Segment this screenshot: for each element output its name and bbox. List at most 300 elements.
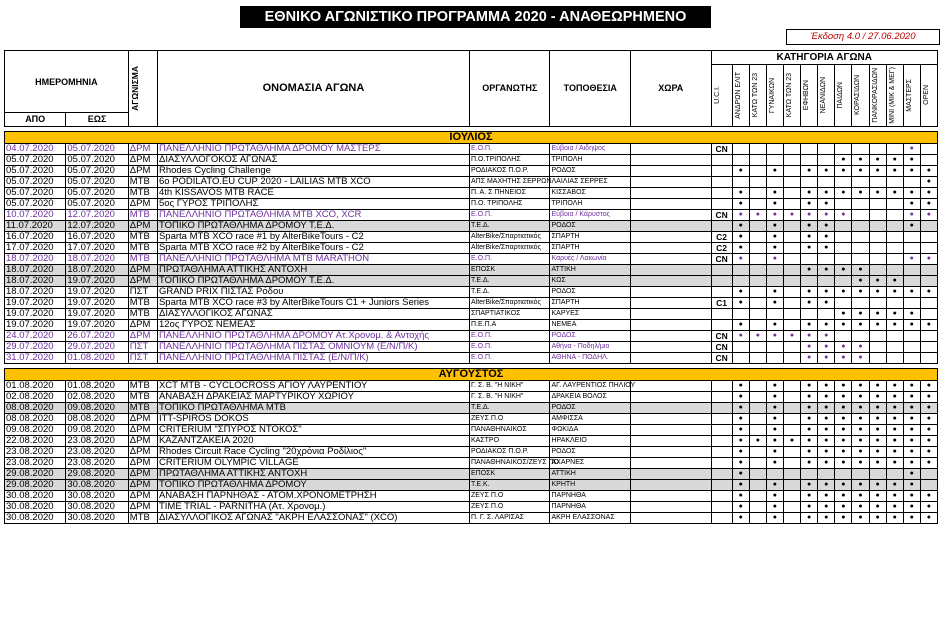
date-to: 05.07.2020: [66, 198, 128, 209]
race-name: 12ος ΓΥΡΟΣ ΝΕΜΕΑΣ: [157, 319, 469, 330]
category-dot-icon: ●: [852, 501, 869, 512]
location: ΑΜΦΙΣΣΑ: [550, 413, 631, 424]
category-dot-icon: ●: [766, 198, 783, 209]
race-row[interactable]: [5, 380, 938, 391]
category-col-label: ΜΙΝΙ (ΜΙΚ & ΜΕΓ): [888, 67, 896, 124]
category-dot-icon: ●: [852, 424, 869, 435]
category-dot-icon: ●: [818, 319, 835, 330]
country: [631, 435, 712, 446]
category-dot-icon: ●: [801, 341, 818, 352]
country: [631, 143, 712, 154]
category-dot-icon: ●: [835, 380, 852, 391]
date-to: 05.07.2020: [66, 187, 128, 198]
category-dot-icon: ●: [732, 512, 749, 523]
location: ΠΑΡΝΗΘΑ: [550, 501, 631, 512]
category-dot-icon: ●: [903, 501, 920, 512]
location: ΑΤΤΙΚΗ: [550, 468, 631, 479]
category-dot-icon: ●: [732, 468, 749, 479]
date-from: 29.08.2020: [5, 479, 66, 490]
category-empty: [903, 275, 920, 286]
category-dot-icon: ●: [886, 501, 903, 512]
category-dot-icon: ●: [783, 330, 800, 341]
category-dot-icon: ●: [801, 198, 818, 209]
category-dot-icon: ●: [903, 490, 920, 501]
date-from: 10.07.2020: [5, 209, 66, 220]
date-to: 30.08.2020: [66, 479, 128, 490]
category-col-label: ΕΦΗΒΩΝ: [803, 80, 811, 111]
race-row[interactable]: [5, 319, 938, 330]
country: [631, 253, 712, 264]
discipline: ΜΤΒ: [128, 512, 157, 523]
category-empty: [886, 198, 903, 209]
category-empty: [749, 457, 766, 468]
race-row[interactable]: [5, 413, 938, 424]
race-row[interactable]: [5, 501, 938, 512]
uci-class: C1: [711, 297, 732, 308]
category-empty: [869, 198, 886, 209]
category-empty: [749, 501, 766, 512]
category-dot-icon: ●: [801, 391, 818, 402]
category-empty: [749, 479, 766, 490]
category-dot-icon: ●: [886, 479, 903, 490]
date-to: 17.07.2020: [66, 242, 128, 253]
category-dot-icon: ●: [835, 435, 852, 446]
category-dot-icon: ●: [766, 220, 783, 231]
location: ΑΘΗΝΑ - ΠΟΔΗΛ.: [550, 352, 631, 363]
category-dot-icon: ●: [852, 286, 869, 297]
month-row: [5, 368, 938, 380]
category-dot-icon: ●: [835, 341, 852, 352]
date-from: 05.07.2020: [5, 165, 66, 176]
category-empty: [886, 330, 903, 341]
location: ΡΟΔΟΣ: [550, 446, 631, 457]
uci-class: [711, 402, 732, 413]
category-empty: [920, 330, 937, 341]
date-from: 19.07.2020: [5, 308, 66, 319]
category-dot-icon: ●: [903, 468, 920, 479]
category-dot-icon: ●: [903, 319, 920, 330]
race-row[interactable]: [5, 446, 938, 457]
category-empty: [732, 176, 749, 187]
date-from: 01.08.2020: [5, 380, 66, 391]
category-empty: [749, 468, 766, 479]
discipline: ΠΣΤ: [128, 286, 157, 297]
race-row[interactable]: [5, 231, 938, 242]
category-dot-icon: ●: [766, 479, 783, 490]
organizer: Τ.Ε.Κ.: [469, 479, 550, 490]
category-dot-icon: ●: [835, 479, 852, 490]
category-dot-icon: ●: [835, 165, 852, 176]
country: [631, 308, 712, 319]
category-dot-icon: ●: [886, 490, 903, 501]
date-from: 29.07.2020: [5, 341, 66, 352]
uci-class: [711, 512, 732, 523]
category-dot-icon: ●: [818, 457, 835, 468]
date-to: 09.08.2020: [66, 402, 128, 413]
category-dot-icon: ●: [801, 231, 818, 242]
organizer: Τ.Ε.Δ.: [469, 402, 550, 413]
category-dot-icon: ●: [869, 308, 886, 319]
category-empty: [749, 391, 766, 402]
category-dot-icon: ●: [886, 275, 903, 286]
country: [631, 264, 712, 275]
country: [631, 352, 712, 363]
category-dot-icon: ●: [920, 286, 937, 297]
category-dot-icon: ●: [801, 424, 818, 435]
organizer: ΡΟΔΙΑΚΟΣ Π.Ο.Ρ.: [469, 446, 550, 457]
category-empty: [783, 479, 800, 490]
race-name: Sparta MTB XCO race #3 by AlterBikeTours C1 + Juniors Series: [157, 297, 469, 308]
date-to: 19.07.2020: [66, 297, 128, 308]
race-row[interactable]: [5, 490, 938, 501]
category-dot-icon: ●: [766, 319, 783, 330]
category-dot-icon: ●: [886, 165, 903, 176]
race-row[interactable]: [5, 330, 938, 341]
discipline: ΔΡΜ: [128, 413, 157, 424]
category-dot-icon: ●: [852, 308, 869, 319]
organizer: Τ.Ε.Δ.: [469, 286, 550, 297]
category-empty: [886, 209, 903, 220]
organizer: ΣΠΑΡΤΙΑΤΙΚΟΣ: [469, 308, 550, 319]
category-dot-icon: ●: [766, 253, 783, 264]
category-empty: [783, 253, 800, 264]
discipline: ΜΤΒ: [128, 391, 157, 402]
category-dot-icon: ●: [749, 209, 766, 220]
category-dot-icon: ●: [903, 391, 920, 402]
category-empty: [920, 143, 937, 154]
category-empty: [783, 176, 800, 187]
date-from: 08.08.2020: [5, 402, 66, 413]
category-col-label: ΚΟΡΑΣΙΔΩΝ: [854, 75, 862, 116]
organizer: Ε.Ο.Π.: [469, 352, 550, 363]
category-dot-icon: ●: [903, 424, 920, 435]
category-empty: [749, 198, 766, 209]
race-row[interactable]: [5, 457, 938, 468]
category-col-header: [920, 65, 937, 127]
category-empty: [783, 154, 800, 165]
discipline: ΜΤΒ: [128, 231, 157, 242]
race-name: ΤΟΠΙΚΟ ΠΡΩΤΑΘΛΗΜΑ ΔΡΟΜΟΥ: [157, 479, 469, 490]
race-name: ΑΝΑΒΑΣΗ ΔΡΑΚΕΙΑΣ ΜΑΡΤΥΡΙΚΟΥ ΧΩΡΙΟΥ: [157, 391, 469, 402]
country: [631, 501, 712, 512]
race-row[interactable]: [5, 286, 938, 297]
category-dot-icon: ●: [766, 286, 783, 297]
category-dot-icon: ●: [920, 512, 937, 523]
organizer: AlterBike/Σπαρτιατικός: [469, 231, 550, 242]
category-empty: [732, 275, 749, 286]
location: ΡΟΔΟΣ: [550, 402, 631, 413]
category-dot-icon: ●: [732, 435, 749, 446]
category-empty: [920, 308, 937, 319]
category-dot-icon: ●: [818, 380, 835, 391]
category-dot-icon: ●: [732, 231, 749, 242]
category-empty: [749, 231, 766, 242]
category-dot-icon: ●: [835, 319, 852, 330]
category-dot-icon: ●: [869, 319, 886, 330]
category-empty: [818, 143, 835, 154]
category-empty: [886, 231, 903, 242]
category-dot-icon: ●: [766, 446, 783, 457]
category-empty: [869, 176, 886, 187]
category-col-label: ΚΑΤΩ ΤΩΝ 23: [751, 73, 759, 118]
date-to: 23.08.2020: [66, 435, 128, 446]
category-dot-icon: ●: [835, 308, 852, 319]
category-dot-icon: ●: [766, 380, 783, 391]
race-row[interactable]: [5, 187, 938, 198]
uci-class: CN: [711, 330, 732, 341]
date-from: 18.07.2020: [5, 253, 66, 264]
race-row[interactable]: [5, 479, 938, 490]
category-dot-icon: ●: [732, 209, 749, 220]
race-name: ΠΑΝΕΛΛΗΝΙΟ ΠΡΩΤΑΘΛΗΜΑ ΠΙΣΤΑΣ ΟΜΝΙΟΥΜ (Ε/Ν/Π/Κ): [157, 341, 469, 352]
date-to: 23.08.2020: [66, 446, 128, 457]
category-dot-icon: ●: [920, 198, 937, 209]
race-row[interactable]: [5, 512, 938, 523]
organizer: Τ.Ε.Δ.: [469, 220, 550, 231]
category-dot-icon: ●: [903, 253, 920, 264]
race-row[interactable]: [5, 352, 938, 363]
race-row[interactable]: [5, 253, 938, 264]
category-empty: [783, 402, 800, 413]
category-empty: [783, 264, 800, 275]
category-dot-icon: ●: [801, 264, 818, 275]
date-to: 16.07.2020: [66, 231, 128, 242]
category-dot-icon: ●: [732, 391, 749, 402]
category-empty: [766, 154, 783, 165]
category-empty: [869, 264, 886, 275]
category-dot-icon: ●: [766, 297, 783, 308]
race-name: ΔΙΑΣΥΛΛΟΓΙΚΟΣ ΑΓΩΝΑΣ "ΑΚΡΗ ΕΛΑΣΣΟΝΑΣ" (XCO): [157, 512, 469, 523]
category-empty: [783, 424, 800, 435]
schedule-body: [5, 126, 938, 523]
location: ΚΑΡΥΕΣ: [550, 308, 631, 319]
category-empty: [852, 253, 869, 264]
category-dot-icon: ●: [818, 446, 835, 457]
category-dot-icon: ●: [903, 413, 920, 424]
category-empty: [835, 198, 852, 209]
race-row[interactable]: [5, 242, 938, 253]
category-dot-icon: ●: [818, 501, 835, 512]
race-row[interactable]: [5, 176, 938, 187]
location: ΚΩΣ: [550, 275, 631, 286]
category-dot-icon: ●: [869, 154, 886, 165]
country: [631, 341, 712, 352]
race-name: ΑΝΑΒΑΣΗ ΠΑΡΝΗΘΑΣ - ΑΤΟΜ.ΧΡΟΝΟΜΕΤΡΗΣΗ: [157, 490, 469, 501]
category-dot-icon: ●: [732, 490, 749, 501]
date-to: 05.07.2020: [66, 165, 128, 176]
organizer: Π.Ο. ΤΡΙΠΟΛΗΣ: [469, 198, 550, 209]
race-name: ΠΡΩΤΑΘΛΗΜΑ ΑΤΤΙΚΗΣ ΑΝΤΟΧΗ: [157, 468, 469, 479]
category-empty: [903, 264, 920, 275]
discipline: ΔΡΜ: [128, 446, 157, 457]
category-empty: [920, 297, 937, 308]
date-from: 29.08.2020: [5, 468, 66, 479]
category-dot-icon: ●: [835, 457, 852, 468]
category-empty: [920, 275, 937, 286]
location: ΣΠΑΡΤΗ: [550, 242, 631, 253]
category-dot-icon: ●: [886, 154, 903, 165]
date-to: 30.08.2020: [66, 490, 128, 501]
uci-class: [711, 435, 732, 446]
race-name: Rhodes Circuit Race Cycling "20χρόνια Ροδίλιος": [157, 446, 469, 457]
category-dot-icon: ●: [869, 479, 886, 490]
organizer: Ε.Ο.Π.: [469, 209, 550, 220]
category-empty: [869, 352, 886, 363]
country: [631, 512, 712, 523]
race-row[interactable]: [5, 209, 938, 220]
category-dot-icon: ●: [903, 435, 920, 446]
race-row[interactable]: [5, 264, 938, 275]
category-dot-icon: ●: [835, 187, 852, 198]
category-dot-icon: ●: [852, 264, 869, 275]
country: [631, 424, 712, 435]
category-header: ΚΑΤΗΓΟΡΙΑ ΑΓΩΝΑ: [711, 51, 937, 65]
uci-class: [711, 165, 732, 176]
date-to: 19.07.2020: [66, 275, 128, 286]
category-dot-icon: ●: [852, 319, 869, 330]
race-name: ΚΑΖΑΝΤΖΑΚΕΙΑ 2020: [157, 435, 469, 446]
race-row[interactable]: [5, 198, 938, 209]
category-empty: [835, 330, 852, 341]
organizer: AlterBike/Σπαρτιατικός: [469, 297, 550, 308]
race-row[interactable]: [5, 391, 938, 402]
organizer: ΕΠΟΣΚ: [469, 468, 550, 479]
discipline: ΔΡΜ: [128, 165, 157, 176]
category-dot-icon: ●: [818, 352, 835, 363]
category-empty: [749, 380, 766, 391]
race-row[interactable]: [5, 468, 938, 479]
country: [631, 380, 712, 391]
category-empty: [749, 413, 766, 424]
race-row[interactable]: [5, 341, 938, 352]
race-row[interactable]: [5, 220, 938, 231]
date-to: 19.07.2020: [66, 308, 128, 319]
category-dot-icon: ●: [869, 512, 886, 523]
discipline: ΜΤΒ: [128, 209, 157, 220]
category-empty: [852, 297, 869, 308]
date-to: 19.07.2020: [66, 286, 128, 297]
category-dot-icon: ●: [732, 198, 749, 209]
uci-class: CN: [711, 209, 732, 220]
race-row[interactable]: [5, 143, 938, 154]
category-empty: [852, 231, 869, 242]
category-empty: [920, 154, 937, 165]
organizer: Τ.Ε.Δ.: [469, 275, 550, 286]
category-empty: [766, 308, 783, 319]
location: ΡΟΔΟΣ: [550, 286, 631, 297]
date-from: 30.08.2020: [5, 512, 66, 523]
race-row[interactable]: [5, 165, 938, 176]
uci-class: [711, 187, 732, 198]
edition-label: Έκδοση 4.0 / 27.06.2020: [786, 29, 940, 45]
category-dot-icon: ●: [732, 319, 749, 330]
race-row[interactable]: [5, 435, 938, 446]
country: [631, 297, 712, 308]
date-from: 08.08.2020: [5, 413, 66, 424]
category-empty: [732, 264, 749, 275]
race-row[interactable]: [5, 402, 938, 413]
to-header: ΕΩΣ: [66, 113, 128, 127]
date-from: 18.07.2020: [5, 264, 66, 275]
date-from: 09.08.2020: [5, 424, 66, 435]
race-row[interactable]: [5, 308, 938, 319]
category-dot-icon: ●: [869, 490, 886, 501]
category-dot-icon: ●: [920, 490, 937, 501]
category-dot-icon: ●: [903, 143, 920, 154]
category-dot-icon: ●: [783, 435, 800, 446]
category-empty: [852, 468, 869, 479]
date-from: 18.07.2020: [5, 275, 66, 286]
category-dot-icon: ●: [732, 479, 749, 490]
organizer: ΠΑΝΑΘΗΝΑΙΚΟΣ: [469, 424, 550, 435]
category-empty: [818, 154, 835, 165]
country: [631, 242, 712, 253]
category-dot-icon: ●: [869, 286, 886, 297]
country: [631, 413, 712, 424]
category-dot-icon: ●: [920, 457, 937, 468]
category-dot-icon: ●: [749, 435, 766, 446]
location: ΑΧΑΡΝΕΣ: [550, 457, 631, 468]
category-dot-icon: ●: [869, 446, 886, 457]
category-dot-icon: ●: [903, 380, 920, 391]
organizer: ΚΑΣΤΡΟ: [469, 435, 550, 446]
location: ΑΤΤΙΚΗ: [550, 264, 631, 275]
category-dot-icon: ●: [835, 286, 852, 297]
race-row[interactable]: [5, 297, 938, 308]
category-dot-icon: ●: [835, 512, 852, 523]
category-dot-icon: ●: [869, 424, 886, 435]
country: [631, 209, 712, 220]
category-dot-icon: ●: [920, 209, 937, 220]
organizer: ΖΕΥΣ Π.Ο: [469, 501, 550, 512]
race-name: ΠΑΝΕΛΛΗΝΙΟ ΠΡΩΤΑΘΛΗΜΑ ΜΤΒ XCO, XCR: [157, 209, 469, 220]
race-name: ITT-SPIROS DOKOS: [157, 413, 469, 424]
category-empty: [801, 308, 818, 319]
category-empty: [852, 209, 869, 220]
category-empty: [886, 468, 903, 479]
discipline: ΜΤΒ: [128, 176, 157, 187]
category-dot-icon: ●: [903, 479, 920, 490]
date-from: 23.08.2020: [5, 457, 66, 468]
category-dot-icon: ●: [732, 330, 749, 341]
race-row[interactable]: [5, 154, 938, 165]
uci-class: [711, 286, 732, 297]
date-to: 05.07.2020: [66, 176, 128, 187]
category-dot-icon: ●: [818, 512, 835, 523]
race-name: TIME TRIAL - PARNITHA (Ατ. Χρονομ.): [157, 501, 469, 512]
race-name: 6ο PODILATO.EU CUP 2020 - LAILIAS MTB XCO: [157, 176, 469, 187]
category-dot-icon: ●: [852, 413, 869, 424]
race-name: CRITERIUM "ΣΠΥΡΟΣ ΝΤΟΚΟΣ": [157, 424, 469, 435]
date-from: 30.08.2020: [5, 490, 66, 501]
category-empty: [766, 143, 783, 154]
organizer: Π.Ε.Π.Α: [469, 319, 550, 330]
category-dot-icon: ●: [818, 402, 835, 413]
uci-class: CN: [711, 253, 732, 264]
category-empty: [886, 242, 903, 253]
race-row[interactable]: [5, 275, 938, 286]
category-dot-icon: ●: [903, 198, 920, 209]
race-row[interactable]: [5, 424, 938, 435]
uci-class: [711, 308, 732, 319]
location: ΑΓ. ΛΑΥΡΕΝΤΙΟΣ ΠΗΛΙΟΥ: [550, 380, 631, 391]
category-empty: [886, 352, 903, 363]
category-dot-icon: ●: [920, 501, 937, 512]
race-name: Rhodes Cycling Challenge: [157, 165, 469, 176]
category-empty: [749, 424, 766, 435]
category-dot-icon: ●: [801, 319, 818, 330]
category-dot-icon: ●: [818, 330, 835, 341]
